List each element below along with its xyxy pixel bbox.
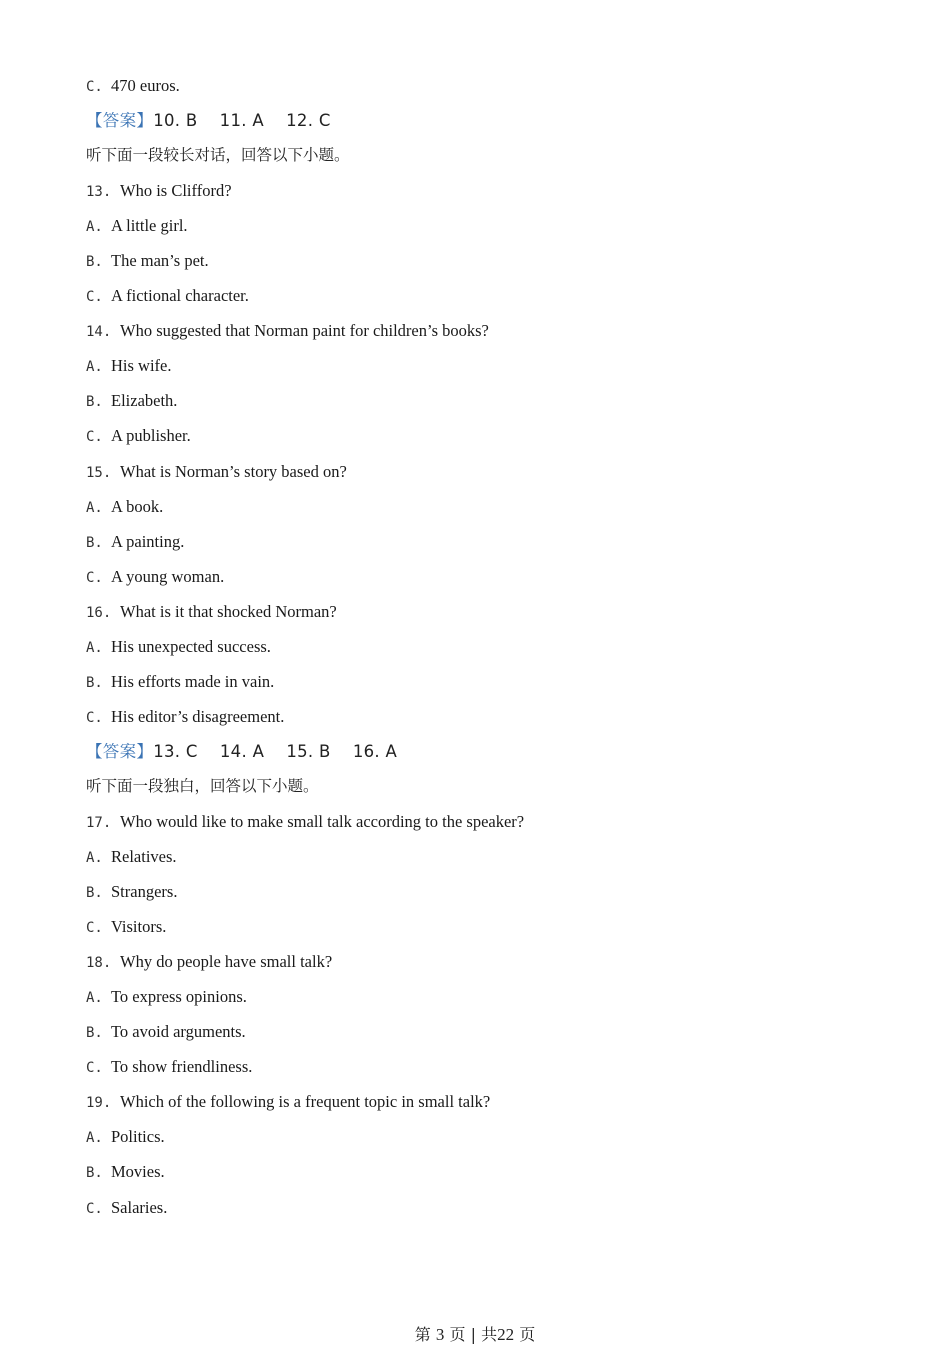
option-line — [86, 979, 886, 1014]
question-text: Why do people have small talk? — [120, 952, 333, 972]
question-text: What is it that shocked Norman? — [120, 601, 337, 621]
question-number: 15. — [86, 464, 112, 481]
footer-separator: | — [470, 1325, 476, 1344]
option-line — [86, 699, 886, 734]
question-line — [86, 1084, 886, 1119]
question-number: 16. — [86, 604, 112, 621]
option-text: A fictional character. — [111, 286, 249, 306]
option-text: Politics. — [111, 1127, 165, 1147]
option-line — [86, 1190, 886, 1225]
option-line — [86, 909, 886, 944]
question-number: 19. — [86, 1095, 112, 1112]
question-text: Who is Clifford? — [120, 181, 232, 201]
option-label: B. — [86, 254, 103, 271]
option-label: A. — [86, 359, 103, 376]
option-text: A publisher. — [111, 426, 191, 446]
option-label: A. — [86, 990, 103, 1007]
option-label: A. — [86, 639, 103, 656]
option-label: B. — [86, 534, 103, 551]
option-line — [86, 68, 886, 103]
question-number: 13. — [86, 184, 112, 201]
option-text: Relatives. — [111, 847, 177, 867]
question-line — [86, 173, 886, 208]
option-text: Strangers. — [111, 882, 178, 902]
option-line — [86, 489, 886, 524]
option-label: B. — [86, 1165, 103, 1182]
option-text: 470 euros. — [111, 76, 180, 95]
option-line — [86, 874, 886, 909]
option-text: To avoid arguments. — [111, 1022, 246, 1042]
footer-total-suffix: 页 — [519, 1325, 536, 1344]
option-text: Elizabeth. — [111, 391, 178, 411]
option-label: A. — [86, 1130, 103, 1147]
option-label: B. — [86, 394, 103, 411]
option-label: C. — [86, 569, 103, 586]
option-label: C. — [86, 1060, 103, 1077]
footer-prefix: 第 — [414, 1325, 431, 1344]
option-line — [86, 629, 886, 664]
option-text: The man’s pet. — [111, 251, 209, 271]
option-label: C. — [86, 289, 103, 306]
question-number: 14. — [86, 324, 112, 341]
option-line — [86, 1049, 886, 1084]
option-label: B. — [86, 885, 103, 902]
option-text: His unexpected success. — [111, 636, 271, 656]
option-label: C. — [86, 920, 103, 937]
option-line — [86, 559, 886, 594]
document-body — [86, 68, 886, 1225]
option-text: A book. — [111, 496, 164, 516]
option-line — [86, 1014, 886, 1049]
question-text: Which of the following is a frequent topic in small talk? — [120, 1092, 491, 1112]
question-text: Who would like to make small talk according to the speaker? — [120, 811, 525, 831]
footer-page-suffix: 页 — [449, 1325, 466, 1344]
question-line — [86, 804, 886, 839]
section-instruction: 听下面一段较长对话，回答以下小题。 — [86, 146, 350, 165]
answer-text: 13. C 14. A 15. B 16. A — [153, 741, 398, 761]
answer-line — [86, 103, 886, 138]
answer-text: 10. B 11. A 12. C — [153, 111, 331, 131]
option-label: A. — [86, 850, 103, 867]
option-label: C. — [86, 429, 103, 446]
option-line — [86, 278, 886, 313]
question-line — [86, 313, 886, 348]
answer-tag: 【答案】 — [86, 741, 154, 761]
answer-tag: 【答案】 — [86, 111, 154, 131]
option-line — [86, 524, 886, 559]
option-text: His efforts made in vain. — [111, 671, 275, 691]
answer-line — [86, 734, 886, 769]
option-line — [86, 383, 886, 418]
option-text: A painting. — [111, 531, 185, 551]
option-label: C. — [86, 1200, 103, 1217]
option-text: To show friendliness. — [111, 1057, 253, 1077]
option-text: A little girl. — [111, 216, 188, 236]
option-label: C. — [86, 79, 103, 95]
question-text: What is Norman’s story based on? — [120, 461, 347, 481]
option-line — [86, 348, 886, 383]
section-instruction: 听下面一段独白，回答以下小题。 — [86, 776, 319, 795]
option-text: His editor’s disagreement. — [111, 706, 285, 726]
footer-total-prefix: 共 — [481, 1325, 498, 1344]
question-line — [86, 454, 886, 489]
option-label: B. — [86, 1025, 103, 1042]
option-label: A. — [86, 219, 103, 236]
total-pages-number: 22 — [497, 1325, 515, 1344]
option-line — [86, 208, 886, 243]
option-line — [86, 418, 886, 453]
question-number: 17. — [86, 814, 112, 831]
option-text: To express opinions. — [111, 987, 247, 1007]
option-line — [86, 664, 886, 699]
option-text: A young woman. — [111, 566, 225, 586]
option-label: B. — [86, 674, 103, 691]
question-text: Who suggested that Norman paint for children’s books? — [120, 321, 489, 341]
option-label: A. — [86, 499, 103, 516]
option-line — [86, 243, 886, 278]
option-text: His wife. — [111, 356, 172, 376]
option-line — [86, 839, 886, 874]
question-line — [86, 594, 886, 629]
option-line — [86, 1154, 886, 1189]
option-line — [86, 1119, 886, 1154]
option-text: Visitors. — [111, 917, 167, 937]
question-line — [86, 944, 886, 979]
option-label: C. — [86, 709, 103, 726]
question-number: 18. — [86, 955, 112, 972]
page-footer — [0, 1322, 950, 1345]
option-text: Movies. — [111, 1162, 165, 1182]
current-page-number: 3 — [435, 1325, 445, 1344]
option-text: Salaries. — [111, 1197, 168, 1217]
